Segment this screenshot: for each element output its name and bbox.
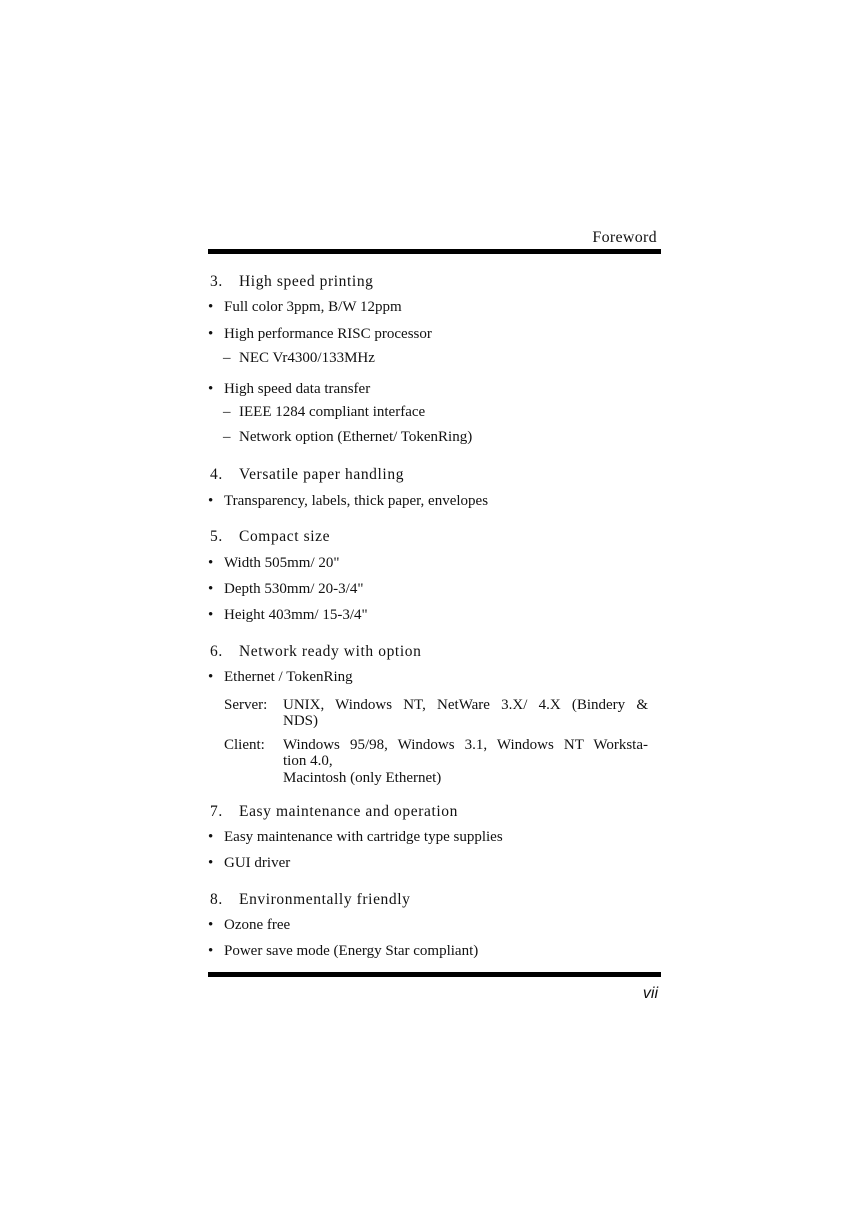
section-title: Environmentally friendly [239,891,411,908]
list-item [208,829,503,846]
bullet-marker: • [208,855,214,871]
list-item-text: Depth 530mm/ 20-3/4" [224,581,364,597]
dash-marker: – [223,404,231,420]
sub-list-item [223,404,426,421]
bullet-marker: • [208,493,214,509]
bullet-marker: • [208,326,214,342]
list-item [208,917,291,934]
section-title: Easy maintenance and operation [239,803,458,820]
definition-text-client-line: Macintosh (only Ethernet) [283,770,442,786]
list-item [208,669,353,686]
list-item [208,381,371,398]
section-heading-3 [210,273,374,290]
sub-list-item [223,429,473,446]
header-rule [208,249,661,254]
list-item [208,555,340,572]
definition-text-server-line: NDS) [283,713,319,729]
definition-label-server: Server: [224,697,268,713]
footer-rule [208,972,661,977]
list-item [208,493,489,510]
list-item [208,607,368,624]
section-heading-6 [210,643,421,660]
bullet-marker: • [208,669,214,685]
list-item-text: Height 403mm/ 15-3/4" [224,607,368,623]
page-number: vii [642,985,658,1002]
sub-list-item [223,350,375,367]
bullet-marker: • [208,555,214,571]
bullet-marker: • [208,581,214,597]
dash-marker: – [223,350,231,366]
list-item [208,299,402,316]
sub-list-item-text: IEEE 1284 compliant interface [239,404,426,420]
list-item-text: Transparency, labels, thick paper, envelopes [224,493,489,509]
section-title: Versatile paper handling [239,466,405,483]
definition-text-client-line: Windows 95/98, Windows 3.1, Windows NT Worksta- [283,737,648,753]
list-item-text: Ethernet / TokenRing [224,669,353,685]
list-item-text: Ozone free [224,917,291,933]
section-title: Network ready with option [239,643,422,660]
section-number: 4. [210,466,223,483]
definition-text-client-line: tion 4.0, [283,753,333,769]
section-number: 6. [210,643,223,660]
definition-label-client: Client: [224,737,265,753]
list-item-text: Width 505mm/ 20" [224,555,340,571]
bullet-marker: • [208,381,214,397]
section-heading-7 [210,803,458,820]
section-number: 7. [210,803,223,820]
bullet-marker: • [208,829,214,845]
list-item [208,943,479,960]
dash-marker: – [223,429,231,445]
bullet-marker: • [208,607,214,623]
running-header-title: Foreword [592,229,657,246]
section-heading-4 [210,466,404,483]
list-item [208,581,364,598]
section-number: 3. [210,273,223,290]
bullet-marker: • [208,917,214,933]
bullet-marker: • [208,299,214,315]
section-heading-8 [210,891,411,908]
list-item-text: Full color 3ppm, B/W 12ppm [224,299,402,315]
list-item-text: High speed data transfer [224,381,371,397]
section-number: 5. [210,528,223,545]
section-number: 8. [210,891,223,908]
list-item-text: GUI driver [224,855,291,871]
sub-list-item-text: NEC Vr4300/133MHz [239,350,375,366]
list-item-text: Easy maintenance with cartridge type supplies [224,829,503,845]
bullet-marker: • [208,943,214,959]
list-item [208,326,432,343]
sub-list-item-text: Network option (Ethernet/ TokenRing) [239,429,473,445]
section-heading-5 [210,528,330,545]
list-item-text: Power save mode (Energy Star compliant) [224,943,479,959]
list-item [208,855,291,872]
list-item-text: High performance RISC processor [224,326,432,342]
section-title: Compact size [239,528,331,545]
section-title: High speed printing [239,273,374,290]
definition-text-server-line: UNIX, Windows NT, NetWare 3.X/ 4.X (Bindery & [283,697,648,713]
